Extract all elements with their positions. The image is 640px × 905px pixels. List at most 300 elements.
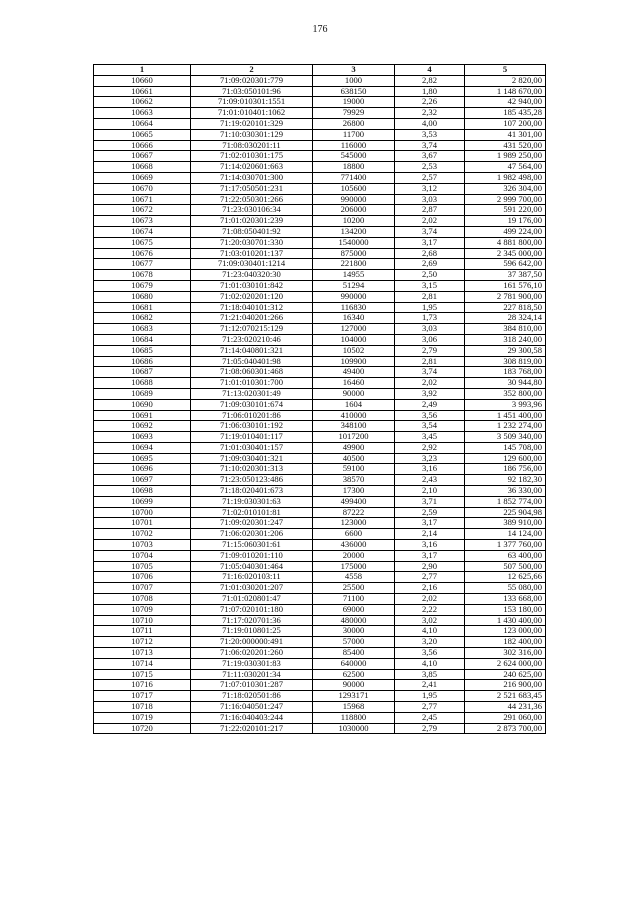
table-cell-col-2: 71:07:020101:180 bbox=[191, 604, 313, 615]
table-row bbox=[94, 432, 546, 443]
table-cell-col-5: 596 642,00 bbox=[465, 259, 546, 270]
table-cell-col-3: 116830 bbox=[313, 302, 395, 313]
table-cell-col-3: 62500 bbox=[313, 669, 395, 680]
table-cell-col-3: 85400 bbox=[313, 648, 395, 659]
table-cell-col-5: 227 818,50 bbox=[465, 302, 546, 313]
table-row bbox=[94, 702, 546, 713]
table-cell-col-3: 79929 bbox=[313, 108, 395, 119]
table-cell-col-1: 10708 bbox=[94, 594, 191, 605]
table-row bbox=[94, 550, 546, 561]
table-cell-col-4: 2,26 bbox=[395, 97, 465, 108]
table-cell-col-1: 10681 bbox=[94, 302, 191, 313]
table-cell-col-3: 71100 bbox=[313, 594, 395, 605]
table-cell-col-5: 42 940,00 bbox=[465, 97, 546, 108]
table-cell-col-1: 10716 bbox=[94, 680, 191, 691]
table-cell-col-4: 1,80 bbox=[395, 86, 465, 97]
table-cell-col-1: 10719 bbox=[94, 712, 191, 723]
table-cell-col-2: 71:20:030701:330 bbox=[191, 237, 313, 248]
table-cell-col-3: 1000 bbox=[313, 75, 395, 86]
table-cell-col-3: 90000 bbox=[313, 680, 395, 691]
table-cell-col-3: 18800 bbox=[313, 162, 395, 173]
table-row bbox=[94, 162, 546, 173]
table-cell-col-2: 71:20:000000:491 bbox=[191, 637, 313, 648]
table-cell-col-3: 15968 bbox=[313, 702, 395, 713]
table-cell-col-4: 2,02 bbox=[395, 216, 465, 227]
table-row bbox=[94, 442, 546, 453]
table-cell-col-1: 10670 bbox=[94, 183, 191, 194]
table-cell-col-1: 10669 bbox=[94, 172, 191, 183]
table-cell-col-4: 2,59 bbox=[395, 507, 465, 518]
table-cell-col-3: 545000 bbox=[313, 151, 395, 162]
table-cell-col-4: 3,45 bbox=[395, 432, 465, 443]
table-cell-col-5: 186 756,00 bbox=[465, 464, 546, 475]
table-cell-col-2: 71:14:020601:663 bbox=[191, 162, 313, 173]
table-cell-col-3: 875000 bbox=[313, 248, 395, 259]
table-row bbox=[94, 518, 546, 529]
table-cell-col-1: 10697 bbox=[94, 475, 191, 486]
table-cell-col-5: 36 330,00 bbox=[465, 486, 546, 497]
table-cell-col-3: 87222 bbox=[313, 507, 395, 518]
table-cell-col-3: 30000 bbox=[313, 626, 395, 637]
table-cell-col-4: 2,02 bbox=[395, 594, 465, 605]
table-cell-col-4: 3,17 bbox=[395, 237, 465, 248]
table-cell-col-3: 499400 bbox=[313, 496, 395, 507]
table-cell-col-1: 10661 bbox=[94, 86, 191, 97]
table-row bbox=[94, 172, 546, 183]
table-cell-col-3: 16460 bbox=[313, 378, 395, 389]
table-cell-col-1: 10717 bbox=[94, 691, 191, 702]
table-cell-col-5: 183 768,00 bbox=[465, 367, 546, 378]
table-cell-col-2: 71:06:020201:260 bbox=[191, 648, 313, 659]
table-cell-col-5: 153 180,00 bbox=[465, 604, 546, 615]
table-cell-col-3: 10200 bbox=[313, 216, 395, 227]
table-row bbox=[94, 496, 546, 507]
table-cell-col-4: 4,00 bbox=[395, 118, 465, 129]
table-row bbox=[94, 334, 546, 345]
table-cell-col-3: 206000 bbox=[313, 205, 395, 216]
table-cell-col-5: 2 999 700,00 bbox=[465, 194, 546, 205]
table-cell-col-1: 10686 bbox=[94, 356, 191, 367]
table-cell-col-2: 71:16:040403:244 bbox=[191, 712, 313, 723]
table-cell-col-2: 71:01:020301:239 bbox=[191, 216, 313, 227]
table-cell-col-1: 10662 bbox=[94, 97, 191, 108]
table-row bbox=[94, 658, 546, 669]
table-row bbox=[94, 604, 546, 615]
table-cell-col-4: 2,22 bbox=[395, 604, 465, 615]
column-header-3: 3 bbox=[313, 65, 395, 76]
table-cell-col-5: 2 820,00 bbox=[465, 75, 546, 86]
table-cell-col-3: 109900 bbox=[313, 356, 395, 367]
table-row bbox=[94, 475, 546, 486]
table-cell-col-1: 10699 bbox=[94, 496, 191, 507]
table-cell-col-1: 10707 bbox=[94, 583, 191, 594]
table-cell-col-4: 3,54 bbox=[395, 421, 465, 432]
table-cell-col-4: 2,45 bbox=[395, 712, 465, 723]
table-cell-col-1: 10666 bbox=[94, 140, 191, 151]
table-cell-col-5: 161 576,10 bbox=[465, 280, 546, 291]
table-cell-col-5: 44 231,36 bbox=[465, 702, 546, 713]
table-row bbox=[94, 280, 546, 291]
table-cell-col-2: 71:18:040101:312 bbox=[191, 302, 313, 313]
table-cell-col-4: 2,77 bbox=[395, 572, 465, 583]
table-cell-col-2: 71:11:030201:34 bbox=[191, 669, 313, 680]
table-cell-col-2: 71:01:010301:700 bbox=[191, 378, 313, 389]
table-cell-col-4: 2,50 bbox=[395, 270, 465, 281]
table-cell-col-5: 216 900,00 bbox=[465, 680, 546, 691]
table-cell-col-1: 10679 bbox=[94, 280, 191, 291]
table-cell-col-4: 3,15 bbox=[395, 280, 465, 291]
table-cell-col-2: 71:23:040320:30 bbox=[191, 270, 313, 281]
table-cell-col-5: 2 781 900,00 bbox=[465, 291, 546, 302]
table-cell-col-2: 71:12:070215:129 bbox=[191, 324, 313, 335]
table-row bbox=[94, 129, 546, 140]
table-cell-col-5: 1 451 400,00 bbox=[465, 410, 546, 421]
table-cell-col-2: 71:18:020501:86 bbox=[191, 691, 313, 702]
table-cell-col-4: 3,74 bbox=[395, 367, 465, 378]
table-cell-col-5: 291 060,00 bbox=[465, 712, 546, 723]
table-cell-col-2: 71:09:010301:1551 bbox=[191, 97, 313, 108]
table-cell-col-2: 71:09:020301:247 bbox=[191, 518, 313, 529]
table-cell-col-3: 17300 bbox=[313, 486, 395, 497]
table-cell-col-3: 90000 bbox=[313, 388, 395, 399]
table-cell-col-2: 71:19:030301:83 bbox=[191, 658, 313, 669]
table-cell-col-5: 2 521 683,45 bbox=[465, 691, 546, 702]
table-cell-col-1: 10689 bbox=[94, 388, 191, 399]
table-cell-col-5: 1 148 670,00 bbox=[465, 86, 546, 97]
table-cell-col-3: 6600 bbox=[313, 529, 395, 540]
table-cell-col-5: 28 324,14 bbox=[465, 313, 546, 324]
table-cell-col-4: 3,03 bbox=[395, 324, 465, 335]
table-cell-col-1: 10710 bbox=[94, 615, 191, 626]
table-cell-col-2: 71:09:010201:110 bbox=[191, 550, 313, 561]
table-cell-col-1: 10709 bbox=[94, 604, 191, 615]
table-cell-col-3: 69000 bbox=[313, 604, 395, 615]
table-cell-col-1: 10715 bbox=[94, 669, 191, 680]
table-row bbox=[94, 324, 546, 335]
table-row bbox=[94, 464, 546, 475]
page-number: 176 bbox=[312, 24, 328, 35]
table-cell-col-1: 10687 bbox=[94, 367, 191, 378]
table-cell-col-4: 3,12 bbox=[395, 183, 465, 194]
table-cell-col-3: 59100 bbox=[313, 464, 395, 475]
table-cell-col-3: 480000 bbox=[313, 615, 395, 626]
table-cell-col-4: 1,73 bbox=[395, 313, 465, 324]
table-cell-col-5: 145 708,00 bbox=[465, 442, 546, 453]
table-cell-col-4: 4,10 bbox=[395, 626, 465, 637]
table-cell-col-4: 2,81 bbox=[395, 291, 465, 302]
table-cell-col-3: 38570 bbox=[313, 475, 395, 486]
table-body bbox=[94, 75, 546, 734]
table-row bbox=[94, 118, 546, 129]
table-cell-col-3: 990000 bbox=[313, 291, 395, 302]
table-cell-col-5: 47 564,00 bbox=[465, 162, 546, 173]
table-cell-col-2: 71:23:050123:486 bbox=[191, 475, 313, 486]
table-row bbox=[94, 140, 546, 151]
table-row bbox=[94, 216, 546, 227]
table-cell-col-3: 10502 bbox=[313, 345, 395, 356]
table-cell-col-2: 71:21:040201:266 bbox=[191, 313, 313, 324]
table-cell-col-4: 2,90 bbox=[395, 561, 465, 572]
table-cell-col-1: 10693 bbox=[94, 432, 191, 443]
table-cell-col-5: 384 810,00 bbox=[465, 324, 546, 335]
table-cell-col-4: 3,17 bbox=[395, 550, 465, 561]
table-row bbox=[94, 302, 546, 313]
table-cell-col-4: 3,71 bbox=[395, 496, 465, 507]
table-cell-col-1: 10692 bbox=[94, 421, 191, 432]
table-cell-col-1: 10664 bbox=[94, 118, 191, 129]
table-row bbox=[94, 615, 546, 626]
table-cell-col-2: 71:01:030101:842 bbox=[191, 280, 313, 291]
table-cell-col-3: 134200 bbox=[313, 226, 395, 237]
table-cell-col-2: 71:15:060301:61 bbox=[191, 540, 313, 551]
table-cell-col-5: 1 982 498,00 bbox=[465, 172, 546, 183]
table-cell-col-3: 436000 bbox=[313, 540, 395, 551]
table-cell-col-4: 2,14 bbox=[395, 529, 465, 540]
table-cell-col-4: 3,03 bbox=[395, 194, 465, 205]
table-cell-col-2: 71:13:020301:49 bbox=[191, 388, 313, 399]
table-cell-col-3: 4558 bbox=[313, 572, 395, 583]
table-cell-col-5: 129 600,00 bbox=[465, 453, 546, 464]
table-cell-col-5: 302 316,00 bbox=[465, 648, 546, 659]
table-cell-col-4: 2,69 bbox=[395, 259, 465, 270]
table-cell-col-4: 3,56 bbox=[395, 648, 465, 659]
table-row bbox=[94, 540, 546, 551]
table-cell-col-1: 10713 bbox=[94, 648, 191, 659]
table-cell-col-2: 71:09:030401:321 bbox=[191, 453, 313, 464]
column-header-4: 4 bbox=[395, 65, 465, 76]
table-cell-col-2: 71:09:020301:779 bbox=[191, 75, 313, 86]
table-cell-col-3: 990000 bbox=[313, 194, 395, 205]
table-cell-col-2: 71:23:030106:34 bbox=[191, 205, 313, 216]
column-header-2: 2 bbox=[191, 65, 313, 76]
table-row bbox=[94, 388, 546, 399]
table-cell-col-2: 71:02:010101:81 bbox=[191, 507, 313, 518]
table-cell-col-2: 71:01:030401:157 bbox=[191, 442, 313, 453]
table-cell-col-3: 640000 bbox=[313, 658, 395, 669]
table-cell-col-1: 10702 bbox=[94, 529, 191, 540]
table-cell-col-4: 3,53 bbox=[395, 129, 465, 140]
table-row bbox=[94, 507, 546, 518]
table-cell-col-1: 10704 bbox=[94, 550, 191, 561]
table-row bbox=[94, 291, 546, 302]
table-cell-col-1: 10678 bbox=[94, 270, 191, 281]
table-cell-col-3: 116000 bbox=[313, 140, 395, 151]
header-row bbox=[94, 65, 546, 76]
table-cell-col-3: 410000 bbox=[313, 410, 395, 421]
table-cell-col-5: 389 910,00 bbox=[465, 518, 546, 529]
table-cell-col-4: 2,87 bbox=[395, 205, 465, 216]
table-cell-col-2: 71:06:030101:192 bbox=[191, 421, 313, 432]
table-cell-col-1: 10673 bbox=[94, 216, 191, 227]
table-cell-col-5: 507 500,00 bbox=[465, 561, 546, 572]
table-row bbox=[94, 356, 546, 367]
table-cell-col-5: 63 400,00 bbox=[465, 550, 546, 561]
table-cell-col-5: 240 625,00 bbox=[465, 669, 546, 680]
table-cell-col-5: 37 387,50 bbox=[465, 270, 546, 281]
table-row bbox=[94, 248, 546, 259]
table-cell-col-1: 10700 bbox=[94, 507, 191, 518]
table-cell-col-5: 2 345 000,00 bbox=[465, 248, 546, 259]
table-row bbox=[94, 529, 546, 540]
table-cell-col-2: 71:01:030201:207 bbox=[191, 583, 313, 594]
table-row bbox=[94, 313, 546, 324]
table-cell-col-3: 1604 bbox=[313, 399, 395, 410]
table-cell-col-5: 123 000,00 bbox=[465, 626, 546, 637]
table-cell-col-1: 10711 bbox=[94, 626, 191, 637]
table-cell-col-1: 10683 bbox=[94, 324, 191, 335]
table-row bbox=[94, 648, 546, 659]
table-cell-col-5: 41 301,00 bbox=[465, 129, 546, 140]
table-cell-col-3: 1540000 bbox=[313, 237, 395, 248]
table-cell-col-1: 10698 bbox=[94, 486, 191, 497]
table-cell-col-1: 10668 bbox=[94, 162, 191, 173]
table-cell-col-5: 225 904,98 bbox=[465, 507, 546, 518]
table-cell-col-1: 10691 bbox=[94, 410, 191, 421]
table-cell-col-2: 71:22:020101:217 bbox=[191, 723, 313, 734]
table-cell-col-3: 40500 bbox=[313, 453, 395, 464]
table-cell-col-3: 26800 bbox=[313, 118, 395, 129]
table-cell-col-2: 71:09:030101:674 bbox=[191, 399, 313, 410]
table-row bbox=[94, 669, 546, 680]
table-cell-col-1: 10665 bbox=[94, 129, 191, 140]
table-cell-col-5: 4 881 800,00 bbox=[465, 237, 546, 248]
table-row bbox=[94, 712, 546, 723]
table-cell-col-2: 71:09:030401:1214 bbox=[191, 259, 313, 270]
table-cell-col-1: 10675 bbox=[94, 237, 191, 248]
table-cell-col-1: 10705 bbox=[94, 561, 191, 572]
table-cell-col-2: 71:08:050401:92 bbox=[191, 226, 313, 237]
table-row bbox=[94, 86, 546, 97]
table-cell-col-4: 1,95 bbox=[395, 691, 465, 702]
table-row bbox=[94, 572, 546, 583]
table-cell-col-4: 2,79 bbox=[395, 345, 465, 356]
table-cell-col-2: 71:18:020401:673 bbox=[191, 486, 313, 497]
table-cell-col-4: 2,92 bbox=[395, 442, 465, 453]
table-cell-col-1: 10674 bbox=[94, 226, 191, 237]
table-cell-col-4: 2,10 bbox=[395, 486, 465, 497]
table-row bbox=[94, 594, 546, 605]
table-cell-col-2: 71:17:050501:231 bbox=[191, 183, 313, 194]
table-cell-col-5: 326 304,00 bbox=[465, 183, 546, 194]
table-cell-col-2: 71:10:020301:313 bbox=[191, 464, 313, 475]
table-cell-col-2: 71:16:040501:247 bbox=[191, 702, 313, 713]
table-cell-col-5: 182 400,00 bbox=[465, 637, 546, 648]
table-cell-col-3: 638150 bbox=[313, 86, 395, 97]
table-cell-col-5: 3 509 340,00 bbox=[465, 432, 546, 443]
table-cell-col-1: 10690 bbox=[94, 399, 191, 410]
table-cell-col-4: 2,43 bbox=[395, 475, 465, 486]
table-cell-col-4: 2,79 bbox=[395, 723, 465, 734]
table-cell-col-4: 3,17 bbox=[395, 518, 465, 529]
table-cell-col-1: 10701 bbox=[94, 518, 191, 529]
table-cell-col-4: 2,16 bbox=[395, 583, 465, 594]
table-cell-col-3: 11700 bbox=[313, 129, 395, 140]
table-cell-col-4: 3,92 bbox=[395, 388, 465, 399]
table-row bbox=[94, 345, 546, 356]
table-cell-col-1: 10671 bbox=[94, 194, 191, 205]
column-header-5: 5 bbox=[465, 65, 546, 76]
table-cell-col-4: 4,10 bbox=[395, 658, 465, 669]
table-cell-col-3: 348100 bbox=[313, 421, 395, 432]
table-cell-col-4: 2,53 bbox=[395, 162, 465, 173]
table-cell-col-3: 25500 bbox=[313, 583, 395, 594]
table-cell-col-4: 3,16 bbox=[395, 464, 465, 475]
table-row bbox=[94, 237, 546, 248]
table-cell-col-5: 107 200,00 bbox=[465, 118, 546, 129]
table-cell-col-3: 105600 bbox=[313, 183, 395, 194]
table-cell-col-1: 10706 bbox=[94, 572, 191, 583]
table-cell-col-5: 1 377 760,00 bbox=[465, 540, 546, 551]
table-cell-col-3: 49400 bbox=[313, 367, 395, 378]
table-cell-col-2: 71:16:020103:11 bbox=[191, 572, 313, 583]
table-row bbox=[94, 151, 546, 162]
table-cell-col-5: 352 800,00 bbox=[465, 388, 546, 399]
table-cell-col-4: 3,56 bbox=[395, 410, 465, 421]
table-cell-col-2: 71:03:010201:137 bbox=[191, 248, 313, 259]
table-cell-col-2: 71:19:010401:117 bbox=[191, 432, 313, 443]
table-cell-col-2: 71:14:030701:300 bbox=[191, 172, 313, 183]
table-cell-col-1: 10676 bbox=[94, 248, 191, 259]
table-row bbox=[94, 410, 546, 421]
table-cell-col-1: 10663 bbox=[94, 108, 191, 119]
table-cell-col-5: 1 232 274,00 bbox=[465, 421, 546, 432]
table-cell-col-3: 19000 bbox=[313, 97, 395, 108]
table-cell-col-1: 10720 bbox=[94, 723, 191, 734]
table-cell-col-5: 2 624 000,00 bbox=[465, 658, 546, 669]
column-header-1: 1 bbox=[94, 65, 191, 76]
table-cell-col-2: 71:08:060301:468 bbox=[191, 367, 313, 378]
table-cell-col-5: 318 240,00 bbox=[465, 334, 546, 345]
table-cell-col-4: 3,23 bbox=[395, 453, 465, 464]
table-cell-col-1: 10677 bbox=[94, 259, 191, 270]
data-table bbox=[93, 64, 546, 734]
table-cell-col-2: 71:19:010801:25 bbox=[191, 626, 313, 637]
table-cell-col-2: 71:02:010301:175 bbox=[191, 151, 313, 162]
table-row bbox=[94, 691, 546, 702]
table-cell-col-2: 71:10:030301:129 bbox=[191, 129, 313, 140]
table-cell-col-5: 431 520,00 bbox=[465, 140, 546, 151]
table-row bbox=[94, 723, 546, 734]
table-cell-col-4: 2,32 bbox=[395, 108, 465, 119]
table-cell-col-2: 71:08:030201:11 bbox=[191, 140, 313, 151]
table-cell-col-1: 10660 bbox=[94, 75, 191, 86]
table-cell-col-4: 3,06 bbox=[395, 334, 465, 345]
table-cell-col-1: 10712 bbox=[94, 637, 191, 648]
table-row bbox=[94, 453, 546, 464]
table-cell-col-2: 71:05:040301:464 bbox=[191, 561, 313, 572]
table-row bbox=[94, 97, 546, 108]
table-cell-col-1: 10682 bbox=[94, 313, 191, 324]
table-cell-col-4: 3,85 bbox=[395, 669, 465, 680]
table-cell-col-1: 10703 bbox=[94, 540, 191, 551]
table-cell-col-3: 104000 bbox=[313, 334, 395, 345]
table-cell-col-2: 71:02:020201:120 bbox=[191, 291, 313, 302]
table-cell-col-3: 1017200 bbox=[313, 432, 395, 443]
table-cell-col-3: 127000 bbox=[313, 324, 395, 335]
table-cell-col-5: 12 625,66 bbox=[465, 572, 546, 583]
table-cell-col-2: 71:17:020701:36 bbox=[191, 615, 313, 626]
table-row bbox=[94, 226, 546, 237]
table-cell-col-3: 51294 bbox=[313, 280, 395, 291]
table-cell-col-1: 10672 bbox=[94, 205, 191, 216]
table-cell-col-5: 1 430 400,00 bbox=[465, 615, 546, 626]
table-cell-col-4: 3,20 bbox=[395, 637, 465, 648]
table-row bbox=[94, 680, 546, 691]
table-cell-col-2: 71:06:020301:206 bbox=[191, 529, 313, 540]
table-cell-col-1: 10667 bbox=[94, 151, 191, 162]
table-cell-col-2: 71:06:010201:86 bbox=[191, 410, 313, 421]
table-cell-col-1: 10696 bbox=[94, 464, 191, 475]
